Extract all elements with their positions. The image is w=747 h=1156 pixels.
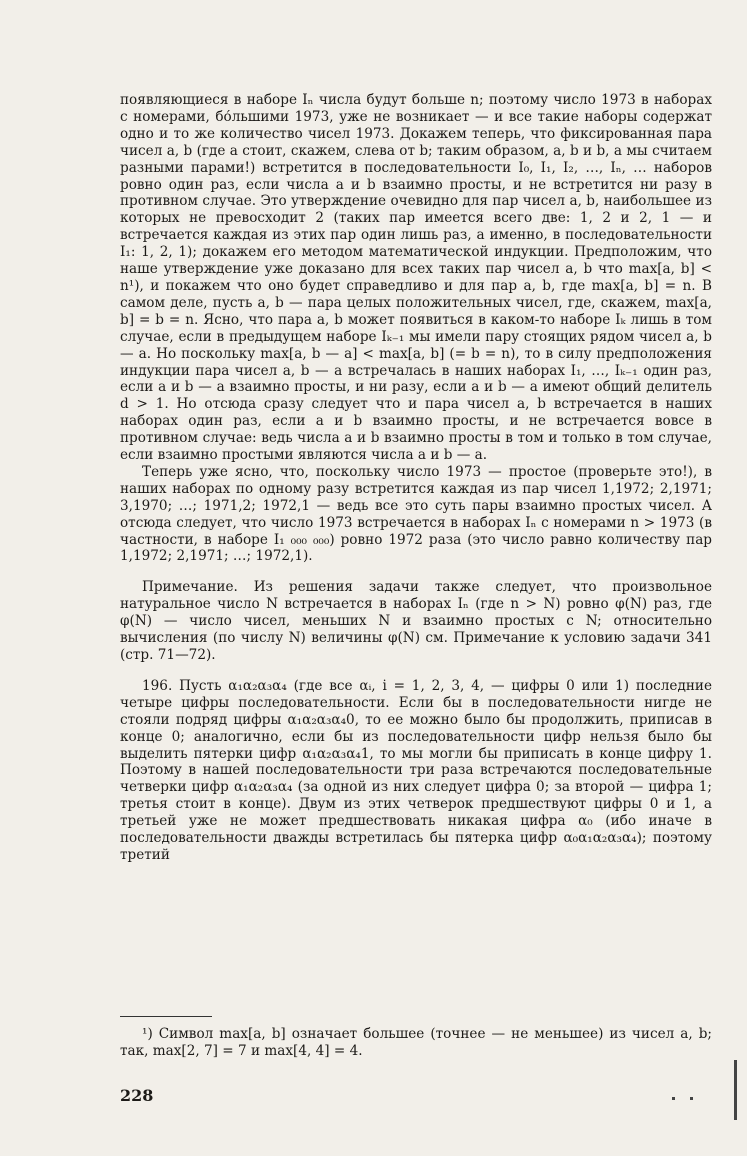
paragraph-conclusion: Теперь уже ясно, что, поскольку число 1973 — простое (проверьте это!), в наших наборах по одному разу встретится каждая из пар чисел 1,1972; 2,1971; 3,1970; …; 1971,2; 1972,1 — ведь все это суть пары взаимно простых чисел. А отсюда следует, что число 1973 встречается в наборах Iₙ с номерами n > 1973 (в частности, в наборе I₁ ₀₀₀ ₀₀₀) ровно 1972 раза (это число равно количеству пар 1,1972; 2,1971; …; 1972,1). (120, 463, 712, 565)
page-number: 228 (120, 1086, 154, 1105)
scan-artifact (672, 1097, 675, 1100)
main-text (120, 92, 712, 864)
paragraph-proof-continuation: появляющиеся в наборе Iₙ числа будут больше n; поэтому число 1973 в наборах с номерами, бо́льшими 1973, уже не возникает — и все такие наборы содержат одно и то же количество чисел 1973. Докажем теперь, что фиксированная пара чисел a, b (где a стоит, скажем, слева от b; таким образом, a, b и b, a мы считаем разными парами!) встретится в последовательности I₀, I₁, I₂, …, Iₙ, … наборов ровно один раз, если числа a и b взаимно просты, и не встретится ни разу в противном случае. Это утверждение очевидно для пар чисел a, b, наибольшее из которых не превосходит 2 (таких пар имеется всего две: 1, 2 и 2, 1 — и встречается каждая из этих пар один лишь раз, а именно, в последовательности I₁: 1, 2, 1); докажем его методом математической индукции. Предположим, что наше утверждение уже доказано для всех таких пар чисел a, b что max[a, b] < n¹), и покажем что оно будет справедливо и для пар a, b, где max[a, b] = n. В самом деле, пусть a, b — пара целых положительных чисел, где, скажем, max[a, b] = b = n. Ясно, что пара a, b может появиться в каком-то наборе Iₖ лишь в том случае, если в предыдущем наборе Iₖ₋₁ мы имели пару стоящих рядом чисел a, b — a. Но поскольку max[a, b — a] < max[a, b] (= b = n), то в силу предположения индукции пара чисел a, b — a встречалась в наших наборах I₁, …, Iₖ₋₁ один раз, если a и b — a взаимно просты, и ни разу, если a и b — a имеют общий делитель d > 1. Но отсюда сразу следует что и пара чисел a, b встречается в наших наборах один раз, если a и b взаимно просты, и не встречается вовсе в противном случае: ведь числа a и b взаимно просты в том и только в том случае, если взаимно простыми являются числа a и b — a. (120, 92, 712, 464)
scan-artifact (734, 1060, 737, 1120)
scan-artifact (690, 1097, 693, 1100)
paragraph-note: Примечание. Из решения задачи также следует, что произвольное натуральное число N встречается в наборах Iₙ (где n > N) ровно φ(N) раз, где φ(N) — число чисел, меньших N и взаимно простых с N; относительно вычисления (по числу N) величины φ(N) см. Примечание к условию задачи 341 (стр. 71—72). (120, 579, 712, 663)
paragraph-problem-196: 196. Пусть α₁α₂α₃α₄ (где все αᵢ, i = 1, 2, 3, 4, — цифры 0 или 1) последние четыре цифры последовательности. Если бы в последовательности нигде не стояли подряд цифры α₁α₂α₃α₄0, то ее можно было бы продолжить, приписав в конце 0; аналогично, если бы из последовательности цифр нельзя было бы выделить пятерки цифр α₁α₂α₃α₄1, то мы могли бы приписать в конце цифру 1. Поэтому в нашей последовательности три раза встречаются последовательные четверки цифр α₁α₂α₃α₄ (за одной из них следует цифра 0; за второй — цифра 1; третья стоит в конце). Двум из этих четверок предшествуют цифры 0 и 1, а третьей уже не может предшествовать никакая цифра α₀ (ибо иначе в последовательности дважды встретилась бы пятерка цифр α₀α₁α₂α₃α₄); поэтому третий (120, 677, 712, 863)
footnote-divider (120, 1016, 212, 1017)
footnote: ¹) Символ max[a, b] означает большее (точнее — не меньшее) из чисел a, b; так, max[2, 7] = 7 и max[4, 4] = 4. (120, 1026, 712, 1059)
